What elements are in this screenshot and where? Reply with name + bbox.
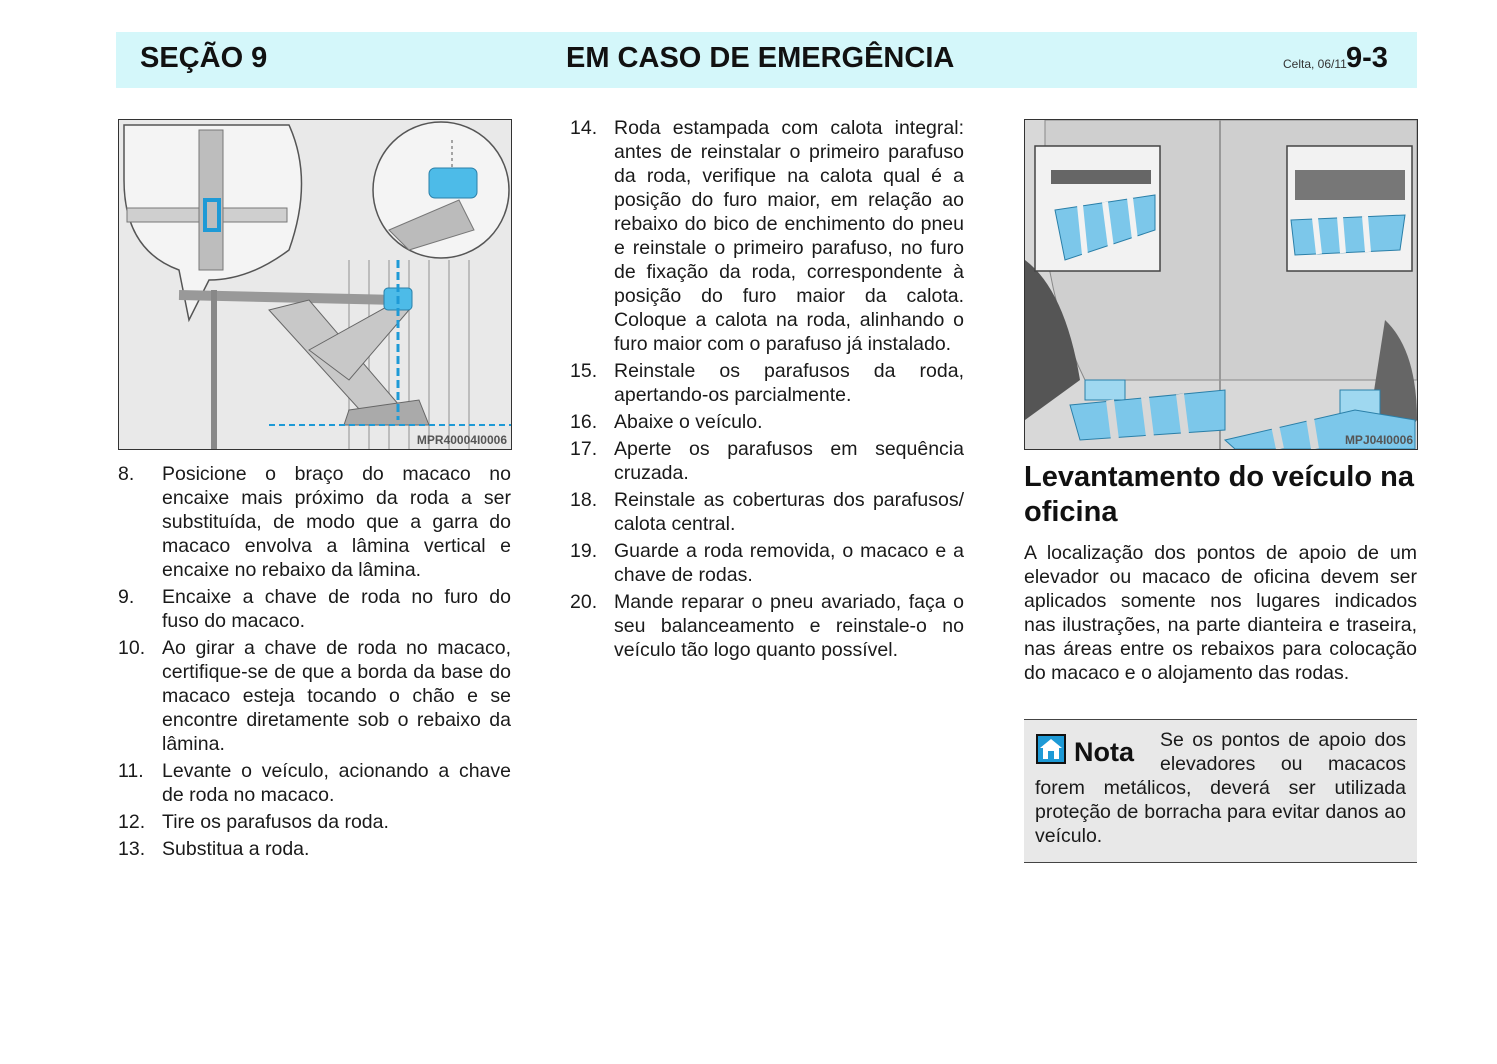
list-item (570, 410, 964, 434)
note-house-icon (1036, 734, 1066, 764)
step-number: 20. (570, 591, 598, 613)
step-number: 19. (570, 540, 598, 562)
step-number: 10. (118, 637, 146, 659)
step-number: 11. (118, 760, 144, 782)
page-title: EM CASO DE EMERGÊNCIA (566, 42, 955, 74)
step-number: 14. (570, 117, 598, 139)
list-item (118, 759, 511, 807)
section-label: SEÇÃO 9 (140, 42, 268, 74)
list-item (570, 359, 964, 407)
list-item (118, 837, 511, 861)
house-glyph-icon (1038, 736, 1064, 762)
lift-points-illustration (1024, 119, 1418, 450)
document-reference: Celta, 06/11 (1283, 57, 1347, 71)
section-heading: Levantamento do veículo na oficina (1024, 461, 1414, 528)
step-text: Levante o veículo, acionando a chave de roda no macaco. (162, 760, 511, 806)
note-label: Nota (1074, 737, 1134, 767)
list-item (570, 488, 964, 536)
list-item (118, 810, 511, 834)
note-box (1024, 719, 1417, 863)
step-text: Ao girar a chave de roda no macaco, certifique-se de que a borda da base do macaco esteja tocando o chão e se encontre diretamente sob o rebaixo da lâmina. (162, 637, 511, 755)
step-text: Aperte os parafusos em sequência cruzada. (614, 438, 964, 484)
list-item (570, 116, 964, 356)
section-paragraph: A localização dos pontos de apoio de um elevador ou macaco de oficina devem ser aplicados somente nos lugares indicados nas ilustrações, na parte dianteira e traseira, nas áreas entre os rebaixos para colocação do macaco e o alojamento das rodas. (1024, 542, 1417, 684)
jack-drawing (119, 120, 511, 449)
step-text: Posicione o braço do macaco no encaixe mais próximo da roda a ser substituída, de modo que a garra do macaco envolva a lâmina vertical e encaixe no rebaixo da lâmina. (162, 463, 511, 581)
steps-list-column-2 (570, 116, 964, 665)
list-item (118, 462, 511, 582)
list-item (118, 585, 511, 633)
step-number: 15. (570, 360, 598, 382)
step-text: Mande reparar o pneu avariado, faça o seu balanceamento e reinstale-o no veículo tão logo quanto possível. (614, 591, 964, 661)
step-text: Abaixe o veículo. (614, 411, 763, 433)
list-item (570, 437, 964, 485)
step-number: 18. (570, 489, 598, 511)
list-item (570, 590, 964, 662)
step-number: 17. (570, 438, 598, 460)
step-number: 16. (570, 411, 598, 433)
step-text: Reinstale os parafusos da roda, apertando-os parcialmente. (614, 360, 964, 406)
jack-illustration (118, 119, 512, 450)
step-number: 8. (118, 463, 135, 485)
step-number: 13. (118, 838, 146, 860)
step-text: Substitua a roda. (162, 838, 310, 860)
figure-code: MPJ04I0006 (1344, 433, 1413, 447)
page-number: 9-3 (1346, 42, 1388, 74)
figure-code: MPR40004I0006 (416, 433, 507, 447)
step-text: Guarde a roda removida, o macaco e a chave de rodas. (614, 540, 964, 586)
note-text: Se os pontos de apoio dos elevadores ou macacos forem metálicos, deverá ser utilizada proteção de borracha para evitar danos ao veículo. (1035, 729, 1406, 847)
step-text: Encaixe a chave de roda no furo do fuso do macaco. (162, 586, 511, 632)
step-number: 12. (118, 811, 146, 833)
page-header (116, 32, 1417, 88)
lift-points-drawing (1025, 120, 1417, 449)
step-text: Roda estampada com calota integral: antes de reinstalar o primeiro parafuso da roda, verifique na calota qual é a posição do furo maior, em relação ao rebaixo do bico de enchimento do pneu e reinstale o primeiro parafuso, no furo de fixação da roda, correspondente à posição do furo maior da calota. Coloque a calota na roda, alinhando o furo maior com o parafuso já instalado. (614, 117, 964, 355)
steps-list-column-1 (118, 462, 511, 864)
step-number: 9. (118, 586, 135, 608)
step-text: Tire os parafusos da roda. (162, 811, 389, 833)
list-item (570, 539, 964, 587)
step-text: Reinstale as coberturas dos parafusos/ calota central. (614, 489, 964, 535)
list-item (118, 636, 511, 756)
